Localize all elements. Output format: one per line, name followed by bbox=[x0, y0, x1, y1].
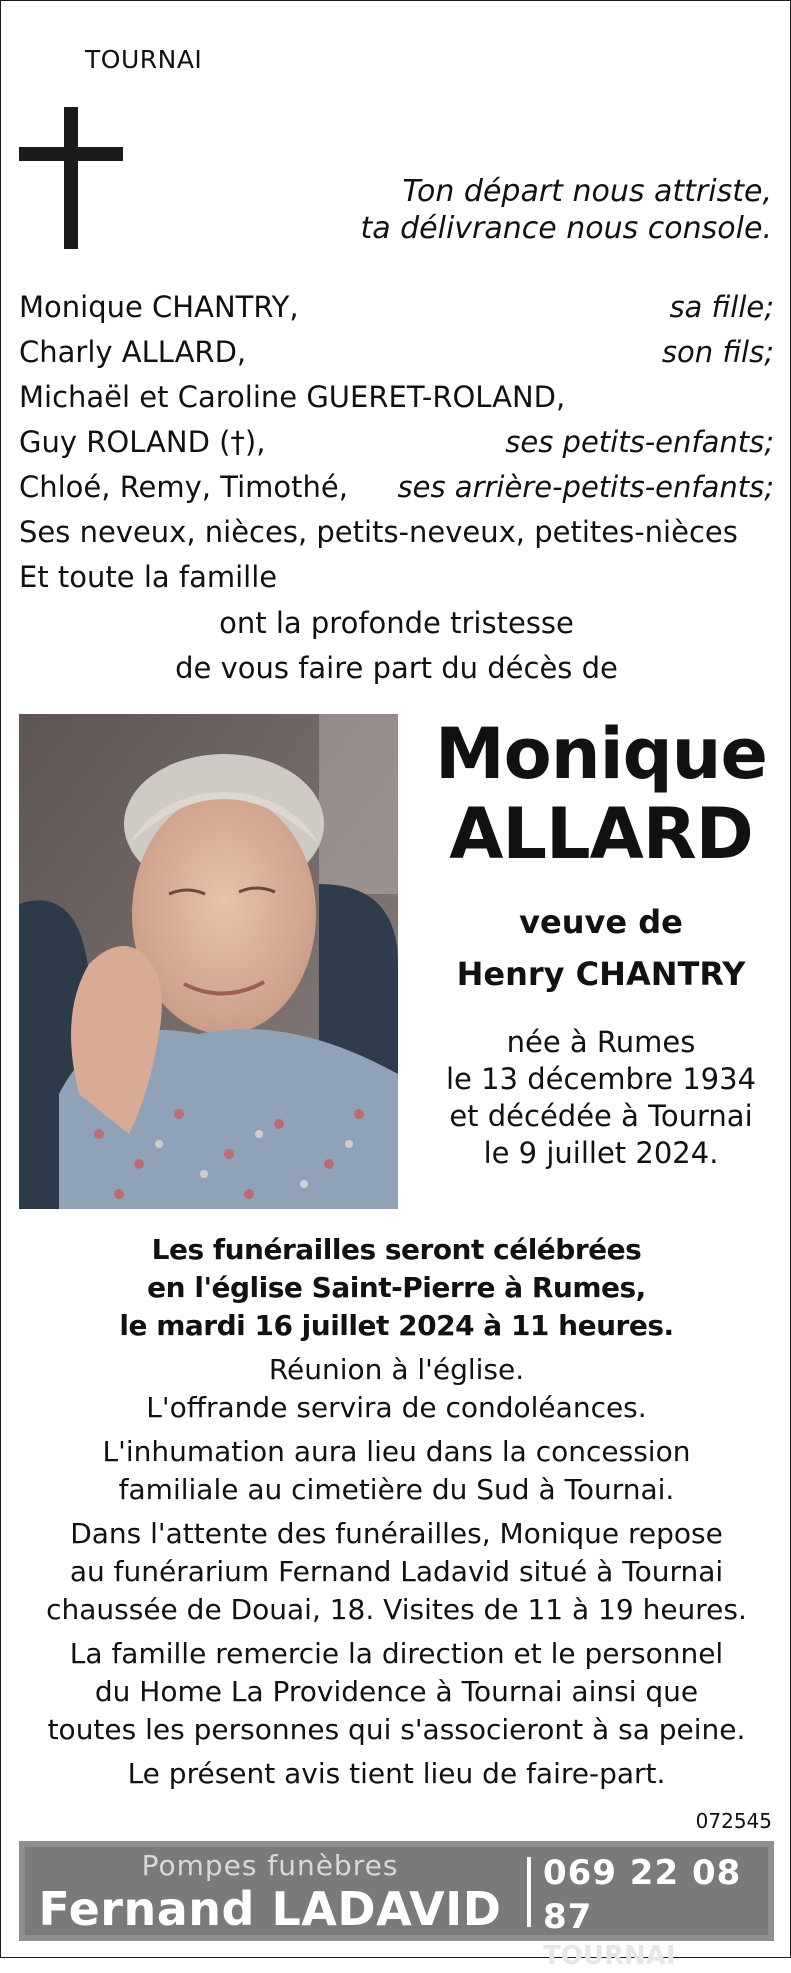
pompes-label: Pompes funèbres bbox=[141, 1849, 399, 1882]
family-name: Chloé, Remy, Timothé, bbox=[19, 470, 348, 504]
family-row bbox=[19, 330, 774, 375]
date-line: le 13 décembre 1934 bbox=[445, 1062, 757, 1096]
quote-line: ta délivrance nous console. bbox=[360, 211, 772, 246]
notice-statement: Le présent avis tient lieu de faire-part. bbox=[127, 1757, 666, 1790]
date-line: née à Rumes bbox=[506, 1025, 696, 1059]
family-name: Monique CHANTRY, bbox=[19, 290, 299, 324]
phone-number[interactable]: 069 22 08 87 bbox=[543, 1853, 742, 1937]
detail-line: L'inhumation aura lieu dans la concession bbox=[102, 1435, 691, 1468]
family-row bbox=[19, 510, 774, 555]
ceremony-line: en l'église Saint-Pierre à Rumes, bbox=[147, 1271, 646, 1304]
reference-number: 072545 bbox=[695, 1809, 772, 1833]
detail-line: du Home La Providence à Tournai ainsi que bbox=[94, 1675, 699, 1708]
funeral-details bbox=[19, 1231, 774, 1799]
contact-info bbox=[543, 1851, 768, 1973]
detail-line: Réunion à l'église. bbox=[268, 1353, 525, 1386]
family-name: Charly ALLARD, bbox=[19, 335, 247, 369]
ceremony-info bbox=[19, 1231, 774, 1345]
banner-divider bbox=[527, 1857, 531, 1927]
meeting-info bbox=[19, 1351, 774, 1427]
location-heading: TOURNAI bbox=[85, 45, 203, 74]
deceased-last-name: ALLARD bbox=[449, 793, 753, 875]
detail-line: L'offrande servira de condoléances. bbox=[146, 1391, 647, 1424]
detail-line: Dans l'attente des funérailles, Monique repose bbox=[70, 1517, 723, 1550]
detail-line: chaussée de Douai, 18. Visites de 11 à 19 heures. bbox=[46, 1593, 747, 1626]
family-name: Ses neveux, nièces, petits-neveux, petites-nièces bbox=[19, 515, 738, 549]
ceremony-line: Les funérailles seront célébrées bbox=[151, 1233, 642, 1266]
family-name: Guy ROLAND (†), bbox=[19, 425, 266, 459]
deceased-first-name: Monique bbox=[435, 713, 767, 795]
family-row bbox=[19, 375, 774, 420]
detail-line: La famille remercie la direction et le personnel bbox=[69, 1637, 724, 1670]
family-list bbox=[19, 285, 774, 600]
date-line: le 9 juillet 2024. bbox=[483, 1136, 719, 1170]
widow-of bbox=[431, 896, 771, 1000]
company-name: Fernand LADAVID bbox=[38, 1882, 502, 1936]
cross-icon bbox=[19, 107, 123, 249]
intro-line: de vous faire part du décès de bbox=[175, 651, 618, 685]
burial-info bbox=[19, 1433, 774, 1509]
funeral-home-banner bbox=[19, 1841, 774, 1971]
portrait-photo bbox=[19, 714, 398, 1209]
family-relation: son fils; bbox=[661, 335, 774, 369]
family-name: Michaël et Caroline GUERET-ROLAND, bbox=[19, 380, 566, 414]
ceremony-line: le mardi 16 juillet 2024 à 11 heures. bbox=[119, 1309, 674, 1342]
widow-line: Henry CHANTRY bbox=[456, 955, 746, 993]
family-relation: ses petits-enfants; bbox=[505, 425, 774, 459]
family-relation: ses arrière-petits-enfants; bbox=[397, 470, 774, 504]
family-row bbox=[19, 285, 774, 330]
family-relation: sa fille; bbox=[669, 290, 774, 324]
detail-line: au funérarium Fernand Ladavid situé à Tournai bbox=[69, 1555, 724, 1588]
visitation-info bbox=[19, 1515, 774, 1629]
widow-line: veuve de bbox=[519, 903, 683, 941]
family-row bbox=[19, 555, 774, 600]
family-row bbox=[19, 465, 774, 510]
intro-line: ont la profonde tristesse bbox=[219, 606, 574, 640]
detail-line: toutes les personnes qui s'associeront à sa peine. bbox=[47, 1713, 746, 1746]
epitaph-quote bbox=[360, 173, 772, 247]
deceased-info bbox=[431, 714, 771, 1172]
thanks-info bbox=[19, 1635, 774, 1749]
funeral-home-town: TOURNAI bbox=[543, 1941, 676, 1971]
date-line: et décédée à Tournai bbox=[449, 1099, 753, 1133]
family-name: Et toute la famille bbox=[19, 560, 278, 594]
family-row bbox=[19, 420, 774, 465]
announcement-intro bbox=[19, 601, 774, 691]
detail-line: familiale au cimetière du Sud à Tournai. bbox=[118, 1473, 675, 1506]
funeral-home-name bbox=[25, 1847, 515, 1935]
quote-line: Ton départ nous attriste, bbox=[402, 174, 772, 209]
birth-death-dates bbox=[431, 1024, 771, 1172]
